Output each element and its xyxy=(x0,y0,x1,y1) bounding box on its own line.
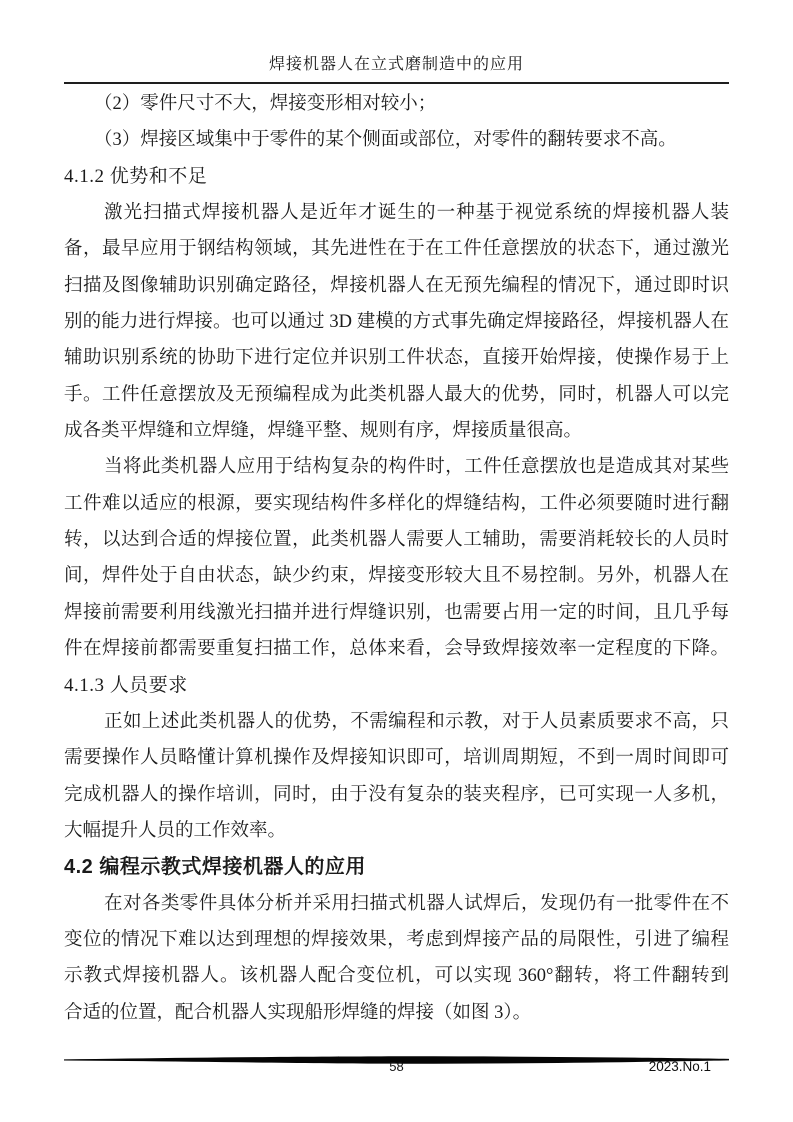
text-line: 扫描及图像辅助识别确定路径，焊接机器人在无预先编程的情况下，通过即时识 xyxy=(64,275,729,296)
text-line: 大幅提升人员的工作效率。 xyxy=(64,820,287,841)
text-line: 备，最早应用于钢结构领域，其先进性在于在工件任意摆放的状态下，通过激光 xyxy=(64,239,729,260)
text-line: 当将此类机器人应用于结构复杂的构件时，工件任意摆放也是造成其对某些 xyxy=(104,457,729,478)
footer-rule xyxy=(64,1051,729,1059)
section-heading-412: 4.1.2 优势和不足 xyxy=(64,165,208,187)
text-line: 示教式焊接机器人。该机器人配合变位机，可以实现 360°翻转，将工件翻转到 xyxy=(64,966,729,987)
section-heading-42: 4.2 编程示教式焊接机器人的应用 xyxy=(64,856,366,879)
text-line: 间，焊件处于自由状态，缺少约束，焊接变形较大且不易控制。另外，机器人在 xyxy=(64,566,729,587)
section-heading-413: 4.1.3 人员要求 xyxy=(64,674,188,696)
text-line: 完成机器人的操作培训，同时，由于没有复杂的装夹程序，已可实现一人多机， xyxy=(64,784,729,805)
text-line: 正如上述此类机器人的优势，不需编程和示教，对于人员素质要求不高，只 xyxy=(104,711,729,732)
text-line: 件在焊接前都需要重复扫描工作，总体来看，会导致焊接效率一定程度的下降。 xyxy=(64,639,729,660)
list-item-3: （3）焊接区域集中于零件的某个侧面或部位，对零件的翻转要求不高。 xyxy=(94,130,677,151)
text-line: 转，以达到合适的焊接位置，此类机器人需要人工辅助，需要消耗较长的人员时 xyxy=(64,530,729,551)
running-header-title: 焊接机器人在立式磨制造中的应用 xyxy=(268,56,524,73)
text-line: 合适的位置，配合机器人实现船形焊缝的焊接（如图 3）。 xyxy=(64,1002,532,1023)
text-line: 别的能力进行焊接。也可以通过 3D 建模的方式事先确定焊接路径，焊接机器人在 xyxy=(64,312,729,333)
text-line: 需要操作人员略懂计算机操作及焊接知识即可，培训周期短，不到一周时间即可 xyxy=(64,748,729,769)
text-line: 辅助识别系统的协助下进行定位并识别工件状态，直接开始焊接，使操作易于上 xyxy=(64,348,729,369)
list-item-2: （2）零件尺寸不大，焊接变形相对较小； xyxy=(94,94,437,114)
text-line: 成各类平焊缝和立焊缝，焊缝平整、规则有序，焊接质量很高。 xyxy=(64,421,583,442)
text-line: 手。工件任意摆放及无预编程成为此类机器人最大的优势，同时，机器人可以完 xyxy=(64,384,729,405)
header-rule xyxy=(64,82,729,84)
text-line: 激光扫描式焊接机器人是近年才诞生的一种基于视觉系统的焊接机器人装 xyxy=(104,203,729,224)
text-line: 焊接前需要利用线激光扫描并进行焊缝识别，也需要占用一定的时间，且几乎每 xyxy=(64,602,729,623)
issue-label: 2023.No.1 xyxy=(648,1059,711,1074)
text-line: 在对各类零件具体分析并采用扫描式机器人试焊后，发现仍有一批零件在不 xyxy=(104,893,729,914)
text-line: 工件难以适应的根源，要实现结构件多样化的焊缝结构，工件必须要随时进行翻 xyxy=(64,493,729,514)
page-number: 58 xyxy=(389,1059,404,1074)
text-line: 变位的情况下难以达到理想的焊接效果，考虑到焊接产品的局限性，引进了编程 xyxy=(64,929,729,950)
document-body xyxy=(64,86,729,1031)
